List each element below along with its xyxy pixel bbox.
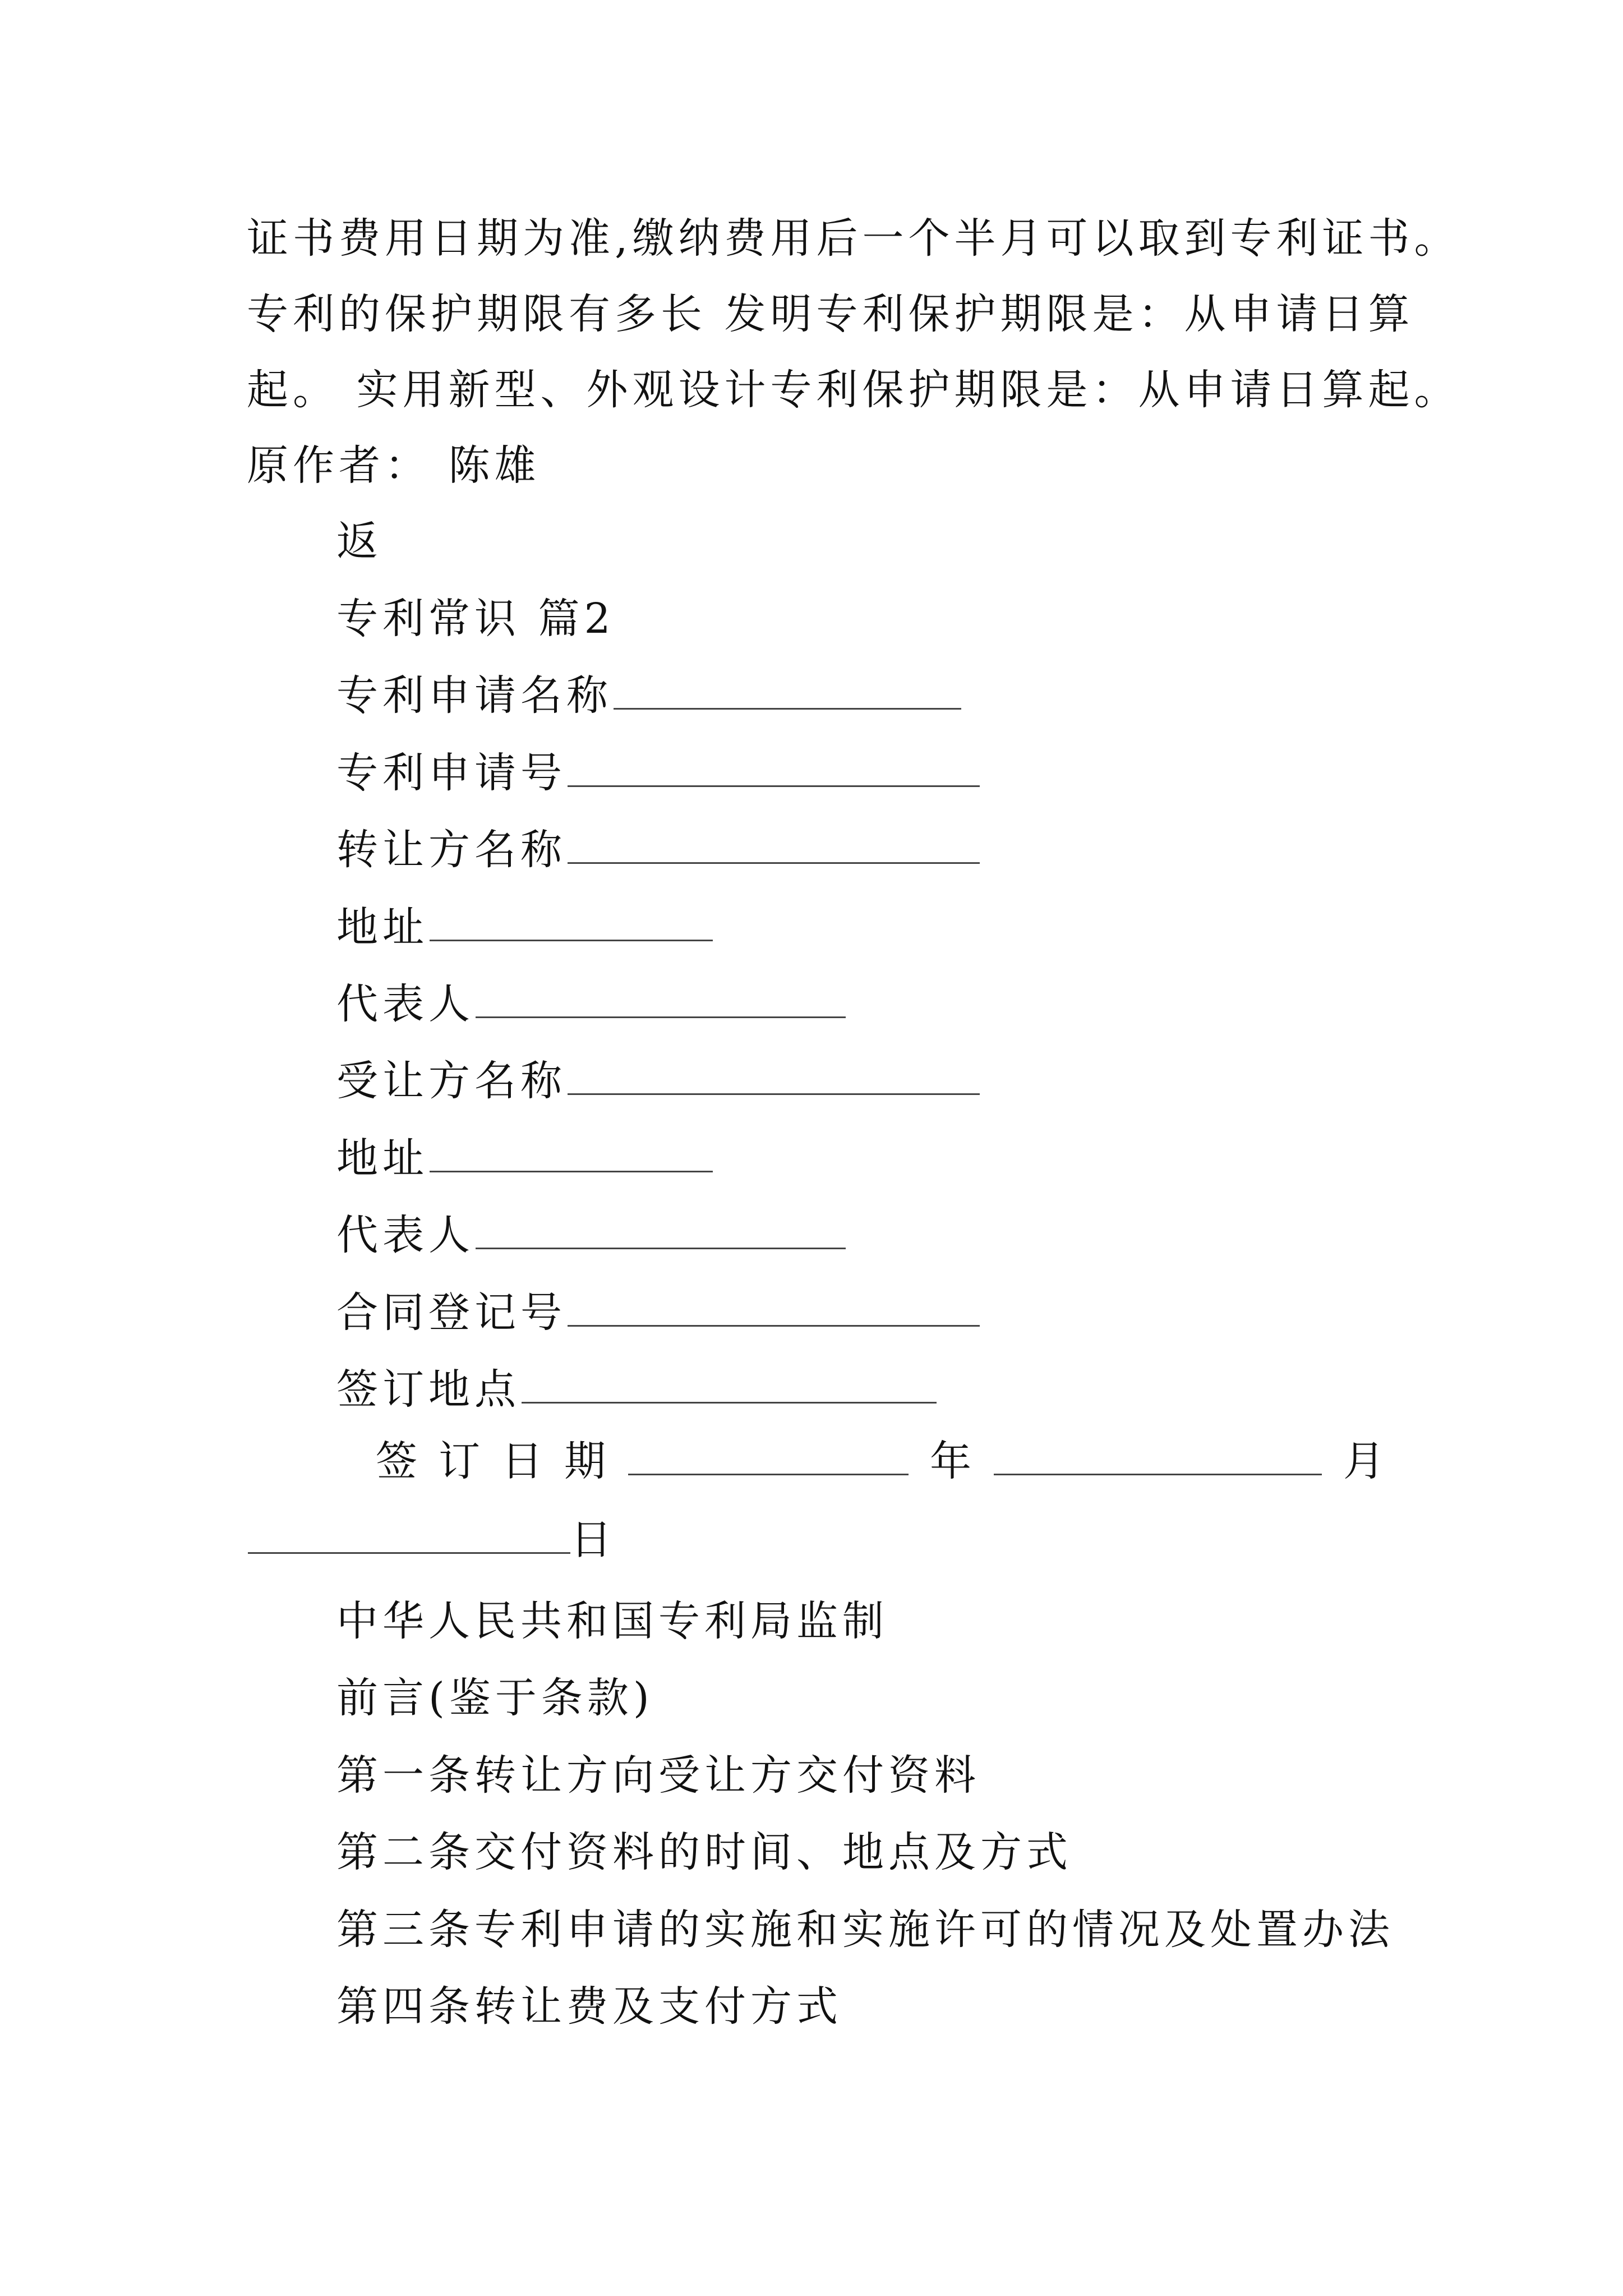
field-label: 合同登记号 — [336, 1289, 566, 1337]
date-label-char: 期 — [564, 1437, 606, 1485]
fill-blank[interactable] — [430, 1135, 713, 1172]
year-blank[interactable] — [628, 1438, 909, 1475]
field-label: 代表人 — [336, 980, 474, 1028]
field-transferee-address — [336, 1133, 713, 1184]
fill-blank[interactable] — [522, 1366, 937, 1404]
fill-blank[interactable] — [568, 749, 980, 787]
field-patent-application-number — [336, 748, 980, 798]
field-label: 地址 — [336, 903, 428, 951]
year-label: 年 — [930, 1437, 971, 1485]
fill-blank[interactable] — [568, 1289, 980, 1327]
supervision-line: 中华人民共和国专利局监制 — [336, 1597, 888, 1645]
month-label: 月 — [1343, 1437, 1385, 1485]
fill-blank[interactable] — [476, 981, 846, 1018]
fill-blank[interactable] — [614, 672, 961, 710]
field-signing-place — [336, 1364, 937, 1415]
fill-blank[interactable] — [476, 1212, 846, 1249]
field-label: 专利申请号 — [336, 749, 566, 797]
field-transferor-representative — [336, 979, 846, 1029]
field-label: 签订地点 — [336, 1365, 520, 1414]
field-label: 地址 — [336, 1134, 428, 1182]
month-blank[interactable] — [994, 1438, 1322, 1475]
fill-blank[interactable] — [568, 826, 980, 864]
field-label: 专利申请名称 — [336, 671, 612, 720]
day-blank[interactable] — [248, 1516, 570, 1554]
field-label: 受让方名称 — [336, 1057, 566, 1105]
signing-day-line — [247, 1515, 612, 1565]
field-transferee-representative — [336, 1210, 846, 1260]
section-title: 专利常识 篇2 — [336, 595, 615, 643]
article-2: 第二条交付资料的时间、地点及方式 — [336, 1828, 1072, 1876]
date-label-char: 日 — [501, 1437, 543, 1485]
field-transferor-address — [336, 902, 713, 953]
back-link[interactable]: 返 — [336, 517, 382, 565]
article-3: 第三条专利申请的实施和实施许可的情况及处置办法 — [336, 1906, 1394, 1954]
fill-blank[interactable] — [568, 1057, 980, 1095]
field-label: 代表人 — [336, 1211, 474, 1259]
preface: 前言(鉴于条款) — [336, 1674, 654, 1722]
field-patent-application-name — [336, 670, 961, 721]
date-label-char: 订 — [439, 1437, 480, 1485]
signing-date-line — [376, 1436, 1385, 1487]
intro-line-3: 起。 实用新型、外观设计专利保护期限是：从申请日算起。 — [247, 366, 1460, 414]
date-label-char: 签 — [376, 1437, 417, 1485]
day-label: 日 — [570, 1516, 612, 1564]
original-author: 原作者： 陈雄 — [247, 441, 541, 490]
article-1: 第一条转让方向受让方交付资料 — [336, 1751, 980, 1800]
field-contract-registration-number — [336, 1287, 980, 1338]
intro-line-2: 专利的保护期限有多长 发明专利保护期限是：从申请日算 — [247, 290, 1414, 338]
field-label: 转让方名称 — [336, 826, 566, 874]
fill-blank[interactable] — [430, 904, 713, 941]
intro-line-1: 证书费用日期为准,缴纳费用后一个半月可以取到专利证书。 — [247, 214, 1460, 263]
field-transferee-name — [336, 1056, 980, 1106]
field-transferor-name — [336, 825, 980, 875]
article-4: 第四条转让费及支付方式 — [336, 1982, 842, 2031]
